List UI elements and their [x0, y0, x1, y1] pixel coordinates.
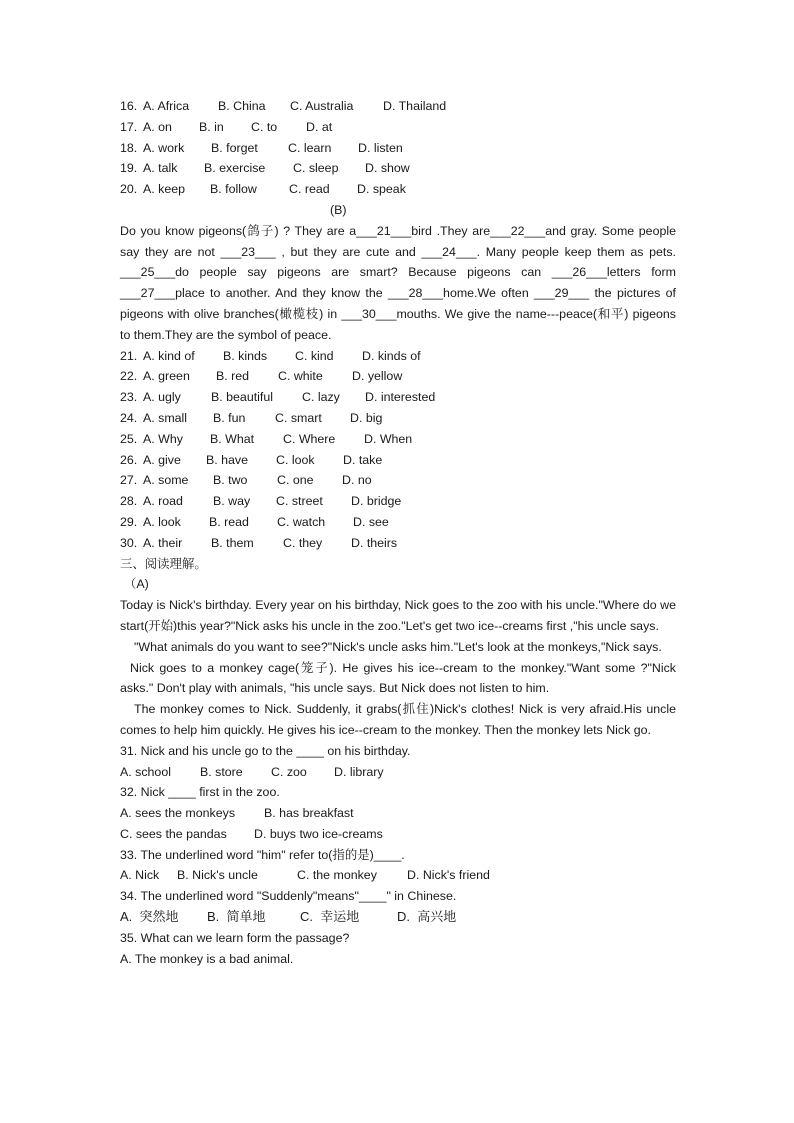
option-c: C. they	[283, 535, 323, 550]
option-b: B. has breakfast	[264, 806, 354, 821]
option-d: D. speak	[357, 182, 406, 197]
question-30	[120, 533, 676, 554]
option-b: B. follow	[210, 182, 257, 197]
option-c: C. 幸运地	[300, 909, 360, 925]
question-number: 25.	[120, 431, 138, 446]
reading-paragraph-1: Today is Nick's birthday. Every year on his birthday, Nick goes to the zoo with his uncle."Where do we start(开始)this year?"Nick asks his uncle in the zoo."Let's get two ice--creams first ,"his uncle says.	[120, 598, 676, 633]
question-number: 28.	[120, 494, 138, 509]
option-c: C. look	[276, 452, 315, 467]
question-32-stem: 32. Nick ____ first in the zoo.	[120, 785, 280, 800]
question-number: 26.	[120, 452, 138, 467]
question-34-options	[120, 907, 676, 928]
option-a: A. talk	[143, 161, 178, 176]
option-c: C. sleep	[293, 161, 339, 176]
question-19	[120, 158, 676, 179]
question-number: 21.	[120, 348, 138, 363]
option-c: C. street	[276, 494, 323, 509]
reading-paragraph-2: "What animals do you want to see?"Nick's uncle asks him."Let's look at the monkeys,"Nick says.	[134, 639, 662, 654]
question-27	[120, 470, 676, 491]
question-31-stem: 31. Nick and his uncle go to the ____ on his birthday.	[120, 743, 411, 758]
option-c: C. Where	[283, 431, 336, 446]
option-b: B. kinds	[223, 348, 268, 363]
question-24	[120, 408, 676, 429]
question-number: 24.	[120, 410, 138, 425]
reading-section-title: 三、阅读理解。	[120, 556, 207, 571]
option-d: D. see	[353, 514, 389, 529]
option-c: C. zoo	[271, 764, 307, 779]
question-number: 29.	[120, 514, 138, 529]
worksheet-page	[120, 96, 676, 969]
option-d: D. kinds of	[362, 348, 421, 363]
option-d: D. Nick's friend	[407, 868, 490, 883]
option-d: D. yellow	[352, 369, 403, 384]
question-26	[120, 450, 676, 471]
question-number: 22.	[120, 369, 138, 384]
question-31-options	[120, 762, 676, 783]
option-b: B. store	[200, 764, 243, 779]
option-d: D. at	[306, 119, 333, 134]
option-d: D. big	[350, 410, 383, 425]
option-d: D. library	[334, 764, 384, 779]
option-c: C. learn	[288, 140, 332, 155]
section-b-heading: (B)	[330, 202, 347, 217]
question-32-options-row-2	[120, 824, 676, 845]
question-34-stem: 34. The underlined word "Suddenly"means"____" in Chinese.	[120, 889, 457, 904]
option-d: D. 高兴地	[397, 909, 457, 925]
option-a: A. Nick	[120, 868, 160, 883]
option-a: A. on	[143, 119, 172, 134]
section-a-tail-questions	[120, 96, 676, 200]
option-b: B. have	[206, 452, 249, 467]
option-a: A. Africa	[143, 99, 190, 113]
option-c: C. one	[277, 473, 314, 488]
question-32-options-row-1	[120, 803, 676, 824]
question-number: 16.	[120, 99, 138, 113]
option-b: B. exercise	[204, 161, 266, 176]
option-c: C. kind	[295, 348, 334, 363]
option-b: B. forget	[211, 140, 258, 155]
question-16	[120, 96, 676, 117]
question-number: 18.	[120, 140, 138, 155]
question-18	[120, 138, 676, 159]
option-c: C. the monkey	[297, 868, 377, 883]
section-b-passage: Do you know pigeons(鸽子) ? They are a___21___bird .They are___22___and gray. Some people say they are not ___23___ , but they are cute and ___24___. Many people keep them as pets. ___25___do people say pigeons are smart? Because pigeons can ___26___letters form ___27___place to another. And they know the ___28___home.We often ___29___ the pictures of pigeons with olive branches(橄榄枝) in ___30___mouths. We give the name---peace(和平) pigeons to them.They are the symbol of peace.	[120, 223, 676, 342]
option-a: A. work	[143, 140, 185, 155]
question-number: 27.	[120, 473, 138, 488]
option-c: C. read	[289, 182, 330, 197]
option-b: B. fun	[213, 410, 246, 425]
option-b: B. China	[218, 99, 266, 113]
reading-paragraph-3: Nick goes to a monkey cage(笼子). He gives his ice--cream to the monkey."Want some ?"Nick asks." Don't play with animals, "his uncle says. But Nick does not listen to him.	[120, 660, 676, 696]
reading-paragraph-4: The monkey comes to Nick. Suddenly, it grabs(抓住)Nick's clothes! Nick is very afraid.His uncle comes to help him quickly. He gives his ice--cream to the monkey. Then the monkey lets Nick go.	[120, 702, 676, 737]
question-29	[120, 512, 676, 533]
option-c: C. smart	[275, 410, 322, 425]
question-35-stem: 35. What can we learn form the passage?	[120, 930, 350, 945]
option-d: D. take	[343, 452, 383, 467]
question-number: 17.	[120, 119, 138, 134]
option-b: B. Nick's uncle	[177, 868, 258, 883]
option-a: A. road	[143, 494, 183, 509]
option-d: D. bridge	[351, 494, 402, 509]
option-c: C. white	[278, 369, 323, 384]
option-a: A. keep	[143, 182, 186, 197]
option-d: D. Thailand	[383, 99, 447, 113]
option-b: B. 简单地	[207, 909, 266, 925]
option-a: A. look	[143, 514, 181, 529]
question-20	[120, 179, 676, 200]
option-a: A. their	[143, 535, 183, 550]
option-a: A. Why	[143, 431, 183, 446]
option-b: B. beautiful	[211, 390, 273, 405]
option-a: A. green	[143, 369, 190, 384]
question-number: 30.	[120, 535, 138, 550]
option-d: D. no	[342, 473, 372, 488]
option-a: A. some	[143, 473, 189, 488]
option-d: D. listen	[358, 140, 403, 155]
question-number: 20.	[120, 182, 138, 197]
option-b: B. them	[211, 535, 254, 550]
reading-subsection-label: （A)	[124, 577, 149, 592]
question-28	[120, 491, 676, 512]
question-22	[120, 366, 676, 387]
option-c: C. Australia	[290, 99, 354, 113]
option-a: A. small	[143, 410, 188, 425]
question-21	[120, 346, 676, 367]
option-b: B. read	[209, 514, 249, 529]
option-d: D. interested	[365, 390, 436, 405]
option-b: B. two	[213, 473, 248, 488]
option-c: C. watch	[277, 514, 326, 529]
question-25	[120, 429, 676, 450]
option-a: A. school	[120, 764, 171, 779]
option-b: B. in	[199, 119, 224, 134]
option-b: B. way	[213, 494, 251, 509]
option-c: C. lazy	[302, 390, 340, 405]
section-b-questions	[120, 346, 676, 554]
option-c: C. sees the pandas	[120, 826, 227, 841]
question-33-options	[120, 865, 676, 886]
question-number: 23.	[120, 390, 138, 405]
option-b: B. What	[210, 431, 255, 446]
question-number: 19.	[120, 161, 138, 176]
option-d: D. When	[364, 431, 413, 446]
option-a: A. give	[143, 452, 181, 467]
question-23	[120, 387, 676, 408]
question-17	[120, 117, 676, 138]
question-35-option-a: A. The monkey is a bad animal.	[120, 951, 294, 966]
option-a: A. sees the monkeys	[120, 806, 236, 821]
option-a: A. 突然地	[120, 909, 179, 925]
option-d: D. theirs	[351, 535, 398, 550]
option-b: B. red	[216, 369, 250, 384]
option-c: C. to	[251, 119, 278, 134]
question-33-stem: 33. The underlined word "him" refer to(指的是)____.	[120, 847, 405, 862]
option-a: A. ugly	[143, 390, 181, 405]
option-d: D. show	[365, 161, 410, 176]
option-a: A. kind of	[143, 348, 195, 363]
option-d: D. buys two ice-creams	[254, 826, 383, 841]
